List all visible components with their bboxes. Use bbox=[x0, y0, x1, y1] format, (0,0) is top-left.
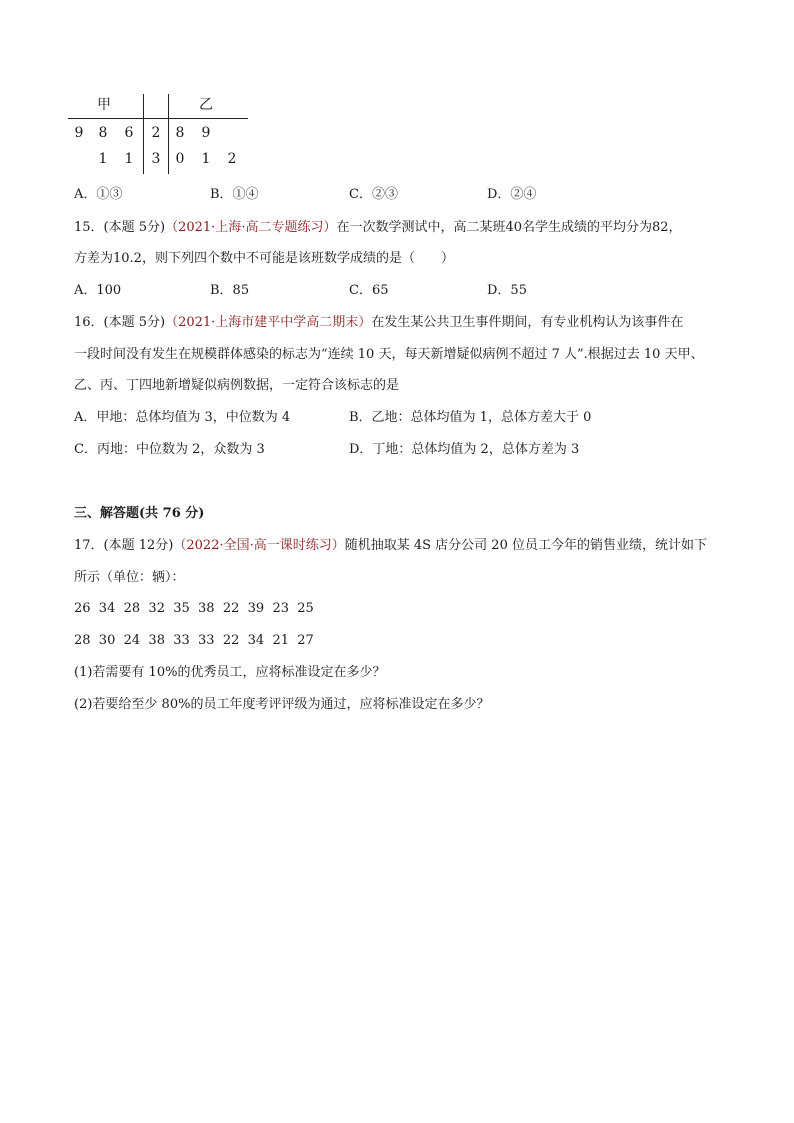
stem-leaf-right-line bbox=[168, 94, 169, 174]
q15-line-1 bbox=[74, 219, 682, 237]
leaf-left: 8 bbox=[98, 125, 108, 141]
q16-source: （2021·上海市建平中学高二期末） bbox=[165, 315, 372, 330]
q16-option-a: A．甲地：总体均值为 3，中位数为 4 bbox=[74, 410, 291, 425]
q17-number: 17．(本题 12分) bbox=[74, 538, 174, 553]
stem: 2 bbox=[151, 125, 161, 141]
q17-source: （2022·全国·高一课时练习） bbox=[173, 538, 345, 553]
q17-line-2: 所示（单位：辆）： bbox=[74, 570, 185, 585]
q14-option-c: C．②③ bbox=[349, 187, 398, 202]
section-title: 三、解答题(共 76 分) bbox=[74, 506, 205, 521]
q16-line-2: 一段时间没有发生在规模群体感染的标志为“连续 10 天，每天新增疑似病例不超过 7 人”.根据过去 10 天甲、 bbox=[74, 347, 704, 362]
q15-option-b: B．85 bbox=[210, 283, 250, 298]
q14-option-a: A．①③ bbox=[74, 187, 123, 202]
q15-number: 15．(本题 5分) bbox=[74, 220, 166, 235]
q16-option-c: C．丙地：中位数为 2，众数为 3 bbox=[74, 442, 265, 457]
leaf-left: 1 bbox=[124, 151, 134, 167]
q17-data-row-2: 28 30 24 38 33 33 22 34 21 27 bbox=[74, 633, 314, 648]
stem: 3 bbox=[151, 151, 161, 167]
q16-option-d: D．丁地：总体均值为 2，总体方差为 3 bbox=[349, 442, 580, 457]
q16-line-3: 乙、丙、丁四地新增疑似病例数据，一定符合该标志的是 bbox=[74, 378, 400, 393]
q15-source: （2021·上海·高二专题练习） bbox=[165, 220, 337, 235]
stem-leaf-header-left: 甲 bbox=[97, 97, 111, 113]
leaf-right: 0 bbox=[175, 151, 185, 167]
q16-option-b: B．乙地：总体均值为 1，总体方差大于 0 bbox=[349, 410, 592, 425]
q15-option-d: D．55 bbox=[487, 283, 527, 298]
q14-option-d: D．②④ bbox=[487, 187, 537, 202]
stem-leaf-divider bbox=[68, 118, 248, 119]
stem-leaf-plot bbox=[68, 94, 248, 174]
q17-text: 随机抽取某 4S 店分公司 20 位员工今年的销售业绩，统计如下 bbox=[344, 538, 707, 553]
stem-leaf-header-right: 乙 bbox=[199, 97, 213, 113]
q16-number: 16．(本题 5分) bbox=[74, 315, 166, 330]
leaf-right: 9 bbox=[201, 125, 211, 141]
q15-line-2: 方差为10.2，则下列四个数中不可能是该班数学成绩的是（ ） bbox=[74, 251, 454, 266]
q16-text: 在发生某公共卫生事件期间，有专业机构认为该事件在 bbox=[371, 315, 684, 330]
q14-option-b: B．①④ bbox=[210, 187, 259, 202]
q15-option-a: A．100 bbox=[74, 283, 122, 298]
leaf-right: 8 bbox=[175, 125, 185, 141]
leaf-right: 1 bbox=[201, 151, 211, 167]
q15-option-c: C．65 bbox=[349, 283, 389, 298]
q15-text: 在一次数学测试中，高二某班40名学生成绩的平均分为82， bbox=[336, 220, 682, 235]
leaf-left: 9 bbox=[74, 125, 84, 141]
q17-data-row-1: 26 34 28 32 35 38 22 39 23 25 bbox=[74, 601, 314, 616]
q17-sub-question-2: (2)若要给至少 80%的员工年度考评评级为通过，应将标准设定在多少？ bbox=[74, 697, 490, 712]
leaf-right: 2 bbox=[227, 151, 237, 167]
stem-leaf-left-line bbox=[143, 94, 144, 174]
q17-line-1 bbox=[74, 537, 707, 555]
leaf-left: 1 bbox=[98, 151, 108, 167]
q16-line-1 bbox=[74, 314, 683, 332]
leaf-left: 6 bbox=[124, 125, 134, 141]
q17-sub-question-1: (1)若需要有 10%的优秀员工，应将标准设定在多少？ bbox=[74, 665, 386, 680]
